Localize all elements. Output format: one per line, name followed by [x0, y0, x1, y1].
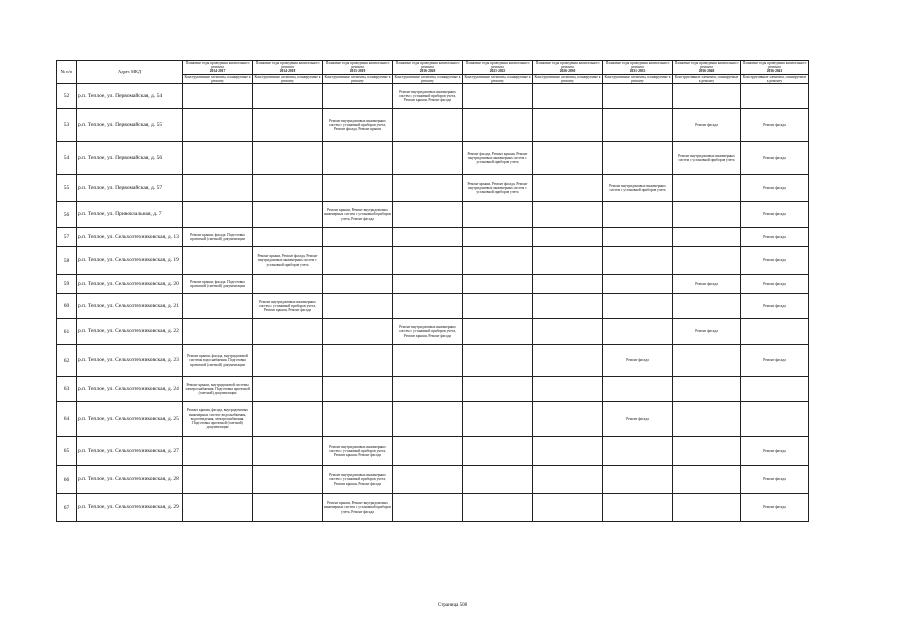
table-row — [57, 202, 809, 228]
row-number: 55 — [57, 175, 77, 202]
work-cell — [673, 228, 741, 247]
col-subheader: Конструктивные элементы, планируемые к ремонту — [741, 74, 809, 83]
work-cell — [323, 247, 393, 275]
work-cell — [253, 109, 323, 142]
work-cell — [323, 275, 393, 294]
row-number: 62 — [57, 345, 77, 377]
table-row — [57, 345, 809, 377]
work-cell: Ремонт фасада — [741, 175, 809, 202]
work-cell — [393, 345, 463, 377]
work-cell: Ремонт крыши, Ремонт внутридомовых инженерных систем с установкой приборов учета, Ремонт фасада — [323, 494, 393, 522]
work-cell — [253, 84, 323, 109]
work-cell — [533, 175, 603, 202]
work-cell — [183, 247, 253, 275]
work-cell — [603, 294, 673, 319]
work-cell — [183, 84, 253, 109]
work-cell — [533, 247, 603, 275]
work-cell — [603, 84, 673, 109]
work-cell — [533, 466, 603, 494]
col-subheader: Конструктивные элементы, планируемые к ремонту — [604, 74, 671, 83]
work-cell: Ремонт внутридомовых инженерных систем с установкой приборов учета, Ремонт крыши, Ремонт фасада — [323, 437, 393, 466]
work-cell — [533, 275, 603, 294]
row-number: 64 — [57, 402, 77, 437]
col-header-address: Адрес МКД — [77, 61, 183, 84]
row-address: р.п. Теплое, ул. Сельхозтехниковская, д. 22 — [77, 319, 183, 345]
work-cell — [253, 275, 323, 294]
work-cell — [183, 437, 253, 466]
work-cell — [463, 202, 533, 228]
work-cell — [463, 109, 533, 142]
work-cell — [533, 345, 603, 377]
row-address: р.п. Теплое, ул. Первомайская, д. 56 — [77, 142, 183, 175]
row-number: 53 — [57, 109, 77, 142]
work-cell — [673, 494, 741, 522]
table-row — [57, 275, 809, 294]
row-number: 58 — [57, 247, 77, 275]
work-cell — [253, 142, 323, 175]
work-cell: Ремонт крыши, Ремонт фасада, Ремонт внутридомовых инженерных систем с установкой приборов учета — [253, 247, 323, 275]
work-cell — [463, 377, 533, 402]
work-cell — [673, 294, 741, 319]
col-subheader: Конструктивные элементы, планируемые к ремонту — [254, 74, 321, 83]
work-cell — [533, 377, 603, 402]
work-cell — [393, 377, 463, 402]
table-row — [57, 319, 809, 345]
work-cell — [463, 247, 533, 275]
work-cell: Ремонт крыши, фасада. Подготовка проектной (сметной) документации — [183, 228, 253, 247]
work-cell — [463, 84, 533, 109]
work-cell — [673, 377, 741, 402]
table-row — [57, 109, 809, 142]
work-cell — [323, 175, 393, 202]
work-cell: Ремонт фасада — [741, 494, 809, 522]
work-cell — [533, 494, 603, 522]
work-cell: Ремонт фасада, Ремонт крыши, Ремонт внутридомовых инженерных систем с установкой приборов учета — [463, 142, 533, 175]
row-address: р.п. Теплое, ул. Привокзальная, д. 7 — [77, 202, 183, 228]
work-cell: Ремонт внутридомовых инженерных систем с установкой приборов учета, Ремонт фасада, Ремонт крыши — [323, 109, 393, 142]
table-row — [57, 175, 809, 202]
work-cell — [393, 142, 463, 175]
work-cell — [323, 319, 393, 345]
work-cell — [323, 377, 393, 402]
row-address: р.п. Теплое, ул. Сельхозтехниковская, д. 20 — [77, 275, 183, 294]
work-cell — [253, 402, 323, 437]
work-cell — [741, 319, 809, 345]
work-cell: Ремонт крыши, Ремонт фасада, Ремонт внутридомовых инженерных систем с установкой приборов учета — [463, 175, 533, 202]
work-cell — [323, 294, 393, 319]
work-cell — [463, 275, 533, 294]
work-cell — [533, 294, 603, 319]
row-number: 56 — [57, 202, 77, 228]
work-cell: Ремонт внутридомовых инженерных систем с установкой приборов учета, Ремонт крыши, Ремонт фасада — [393, 319, 463, 345]
row-address: р.п. Теплое, ул. Сельхозтехниковская, д. 28 — [77, 466, 183, 494]
row-number: 60 — [57, 294, 77, 319]
work-cell: Ремонт фасада — [741, 142, 809, 175]
row-address: р.п. Теплое, ул. Первомайская, д. 54 — [77, 84, 183, 109]
work-cell — [463, 437, 533, 466]
work-cell — [741, 377, 809, 402]
work-cell — [533, 402, 603, 437]
row-number: 65 — [57, 437, 77, 466]
work-cell: Ремонт фасада — [673, 319, 741, 345]
work-cell — [323, 142, 393, 175]
work-cell — [463, 494, 533, 522]
work-cell — [183, 494, 253, 522]
work-cell: Ремонт внутридомовых инженерных систем с установкой приборов учета, Ремонт крыши, Ремонт фасада — [393, 84, 463, 109]
work-cell — [253, 228, 323, 247]
work-cell — [393, 247, 463, 275]
col-header-period: Плановые годы проведения капитального ремонта 2014-2018 — [253, 61, 323, 75]
work-cell: Ремонт фасада — [603, 345, 673, 377]
work-cell — [603, 247, 673, 275]
col-header-period: Плановые годы проведения капитального ремонта 2026-2030 — [533, 61, 603, 75]
work-cell — [393, 466, 463, 494]
row-number: 57 — [57, 228, 77, 247]
row-number: 63 — [57, 377, 77, 402]
work-cell — [673, 402, 741, 437]
work-cell — [533, 437, 603, 466]
work-cell — [533, 202, 603, 228]
work-cell — [463, 319, 533, 345]
work-cell — [603, 275, 673, 294]
work-cell — [253, 345, 323, 377]
work-cell: Ремонт фасада — [741, 109, 809, 142]
work-cell — [253, 494, 323, 522]
col-header-period: Плановые годы проведения капитального ремонта 2015-2019 — [323, 61, 393, 75]
col-header-period: Плановые годы проведения капитального ремонта 2021-2025 — [463, 61, 533, 75]
work-cell — [741, 84, 809, 109]
row-number: 61 — [57, 319, 77, 345]
work-cell — [253, 437, 323, 466]
col-subheader: Конструктивные элементы, планируемые к ремонту — [673, 74, 741, 83]
work-cell — [673, 466, 741, 494]
row-address: р.п. Теплое, ул. Первомайская, д. 57 — [77, 175, 183, 202]
col-header-period: Плановые годы проведения капитального ремонта 2036-2040 — [673, 61, 741, 75]
work-cell — [183, 109, 253, 142]
col-header-period: Плановые годы проведения капитального ремонта 2014-2017 — [183, 61, 253, 75]
table-row — [57, 247, 809, 275]
col-header-period: Плановые годы проведения капитального ремонта 2036-2041 — [741, 61, 809, 75]
work-cell — [673, 84, 741, 109]
row-address: р.п. Теплое, ул. Первомайская, д. 55 — [77, 109, 183, 142]
work-cell: Ремонт фасада — [741, 437, 809, 466]
work-cell: Ремонт фасада — [741, 247, 809, 275]
work-cell — [603, 466, 673, 494]
row-address: р.п. Теплое, ул. Сельхозтехниковская, д. 25 — [77, 402, 183, 437]
row-address: р.п. Теплое, ул. Сельхозтехниковская, д. 19 — [77, 247, 183, 275]
work-cell — [253, 175, 323, 202]
work-cell — [393, 202, 463, 228]
work-cell: Ремонт фасада — [741, 345, 809, 377]
repair-schedule-table — [56, 60, 809, 522]
work-cell: Ремонт фасада — [673, 109, 741, 142]
work-cell — [463, 294, 533, 319]
work-cell: Ремонт внутридомовых инженерных систем с установкой приборов учета, Ремонт крыши, Ремонт фасада — [253, 294, 323, 319]
work-cell — [673, 202, 741, 228]
table-row — [57, 402, 809, 437]
col-subheader: Конструктивные элементы, планируемые к ремонту — [464, 74, 531, 83]
work-cell — [183, 142, 253, 175]
work-cell: Ремонт крыши, фасада, внутридомовой системы водоснабжения. Подготовка проектной (сметной) документации — [183, 345, 253, 377]
work-cell — [603, 202, 673, 228]
work-cell — [741, 402, 809, 437]
work-cell — [253, 466, 323, 494]
table-row — [57, 494, 809, 522]
row-number: 52 — [57, 84, 77, 109]
work-cell: Ремонт фасада — [741, 228, 809, 247]
work-cell: Ремонт фасада — [741, 294, 809, 319]
work-cell — [603, 319, 673, 345]
table-row — [57, 437, 809, 466]
work-cell — [603, 109, 673, 142]
work-cell — [393, 494, 463, 522]
work-cell — [393, 294, 463, 319]
work-cell — [323, 84, 393, 109]
col-header-num: № п/п — [57, 61, 77, 84]
row-address: р.п. Теплое, ул. Сельхозтехниковская, д. 21 — [77, 294, 183, 319]
work-cell — [603, 494, 673, 522]
work-cell: Ремонт фасада — [673, 275, 741, 294]
col-subheader: Конструктивные элементы, планируемые к ремонту — [184, 74, 251, 83]
row-address: р.п. Теплое, ул. Сельхозтехниковская, д. 13 — [77, 228, 183, 247]
work-cell — [673, 437, 741, 466]
page-number: Страница 508 — [437, 603, 468, 608]
work-cell — [393, 437, 463, 466]
col-header-period: Плановые годы проведения капитального ремонта 2031-2035 — [603, 61, 673, 75]
work-cell: Ремонт крыши, внутридомовой системы электроснабжения. Подготовка проектной (сметной) документации — [183, 377, 253, 402]
row-address: р.п. Теплое, ул. Сельхозтехниковская, д. 29 — [77, 494, 183, 522]
work-cell — [603, 228, 673, 247]
work-cell — [463, 402, 533, 437]
col-header-period: Плановые годы проведения капитального ремонта 2016-2020 — [393, 61, 463, 75]
work-cell — [603, 377, 673, 402]
work-cell: Ремонт крыши, фасада, внутридомовых инженерных систем: водоснабжения, водоотведения, электроснабжения. Подготовка проектной (сметной) документации — [183, 402, 253, 437]
col-subheader: Конструктивные элементы, планируемые к ремонту — [534, 74, 601, 83]
table-row — [57, 142, 809, 175]
table-row — [57, 84, 809, 109]
work-cell — [253, 377, 323, 402]
work-cell: Ремонт крыши, Ремонт внутридомовых инженерных систем с установкой приборов учета, Ремонт фасада — [323, 202, 393, 228]
row-address: р.п. Теплое, ул. Сельхозтехниковская, д. 24 — [77, 377, 183, 402]
work-cell — [393, 228, 463, 247]
work-cell — [533, 319, 603, 345]
work-cell — [463, 345, 533, 377]
work-cell: Ремонт фасада — [741, 202, 809, 228]
table-body — [57, 84, 809, 522]
work-cell — [183, 202, 253, 228]
work-cell — [183, 466, 253, 494]
work-cell — [533, 84, 603, 109]
col-subheader: Конструктивные элементы, планируемые к ремонту — [394, 74, 461, 83]
col-subheader: Конструктивные элементы, планируемые к ремонту — [324, 74, 391, 83]
work-cell — [253, 202, 323, 228]
row-address: р.п. Теплое, ул. Сельхозтехниковская, д. 23 — [77, 345, 183, 377]
row-number: 59 — [57, 275, 77, 294]
work-cell — [533, 228, 603, 247]
header-row — [57, 61, 809, 75]
work-cell — [673, 175, 741, 202]
work-cell — [673, 247, 741, 275]
work-cell — [673, 345, 741, 377]
work-cell — [463, 466, 533, 494]
work-cell — [253, 319, 323, 345]
row-number: 54 — [57, 142, 77, 175]
work-cell: Ремонт крыши, фасада. Подготовка проектной (сметной) документации — [183, 275, 253, 294]
work-cell — [183, 175, 253, 202]
work-cell: Ремонт внутридомовых инженерных систем с установкой приборов учета — [603, 175, 673, 202]
work-cell — [393, 109, 463, 142]
work-cell — [323, 402, 393, 437]
table-row — [57, 294, 809, 319]
row-number: 67 — [57, 494, 77, 522]
work-cell — [533, 109, 603, 142]
work-cell — [323, 228, 393, 247]
row-number: 66 — [57, 466, 77, 494]
work-cell: Ремонт фасада — [603, 402, 673, 437]
table-row — [57, 466, 809, 494]
row-address: р.п. Теплое, ул. Сельхозтехниковская, д. 27 — [77, 437, 183, 466]
work-cell: Ремонт внутридомовых инженерных систем с установкой приборов учета, Ремонт крыши, Ремонт фасада — [323, 466, 393, 494]
table-row — [57, 228, 809, 247]
work-cell — [183, 294, 253, 319]
work-cell: Ремонт фасада — [741, 466, 809, 494]
work-cell — [533, 142, 603, 175]
work-cell — [603, 437, 673, 466]
work-cell: Ремонт фасада — [741, 275, 809, 294]
work-cell — [393, 275, 463, 294]
work-cell — [463, 228, 533, 247]
work-cell — [323, 345, 393, 377]
table-row — [57, 377, 809, 402]
work-cell: Ремонт внутридомовых инженерных систем с установкой приборов учета — [673, 142, 741, 175]
work-cell — [393, 402, 463, 437]
work-cell — [393, 175, 463, 202]
work-cell — [183, 319, 253, 345]
work-cell — [603, 142, 673, 175]
